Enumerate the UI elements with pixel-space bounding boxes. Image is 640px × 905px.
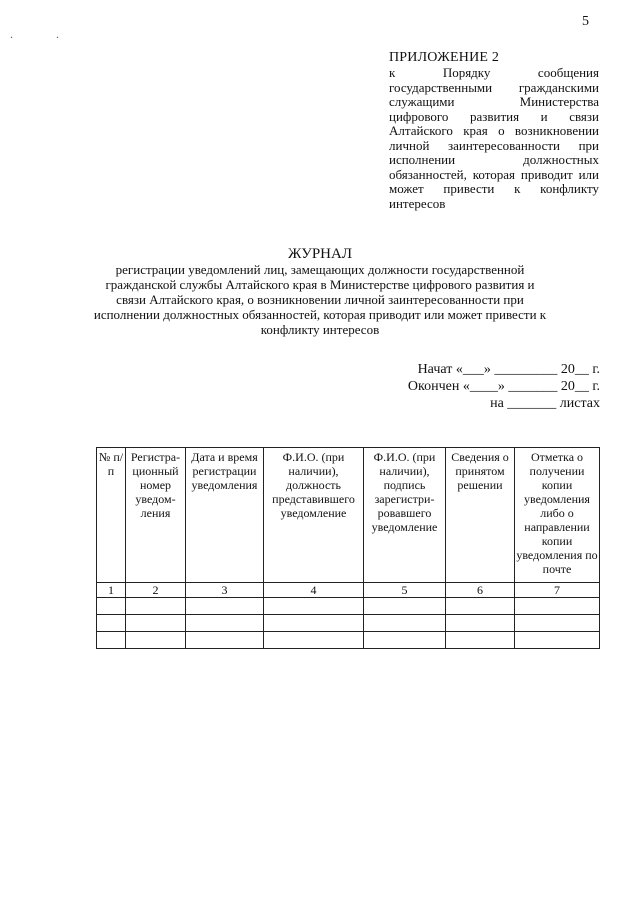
- col-header-datetime: Дата и время регистрации уведомления: [186, 448, 264, 583]
- appendix-text: к Порядку сообщения государственными гражданскими служащими Министерства цифрового развития и связи Алтайского края о возникновении личной заинтересованности при исполнении должностных обязанностей, которая приводит или может привести к конфликту интересов: [389, 65, 599, 211]
- table-cell: [446, 598, 515, 615]
- sheets-line: на _______ листах: [490, 396, 600, 411]
- table-cell: [264, 598, 364, 615]
- table-cell: [97, 598, 126, 615]
- column-number: 1: [97, 583, 126, 598]
- table-cell: [264, 632, 364, 649]
- table-cell: [97, 615, 126, 632]
- table-cell: [364, 615, 446, 632]
- table-cell: [515, 598, 600, 615]
- ended-line: Окончен «____» _______ 20__ г.: [407, 379, 600, 394]
- appendix-title: ПРИЛОЖЕНИЕ 2: [389, 50, 500, 65]
- table-cell: [515, 632, 600, 649]
- column-number: 3: [186, 583, 264, 598]
- appendix-block: [389, 50, 599, 211]
- meta-started: [380, 362, 600, 379]
- table-cell: [264, 615, 364, 632]
- table-cell: [186, 598, 264, 615]
- col-header-submitter: Ф.И.О. (при наличии), должность представившего уведомление: [264, 448, 364, 583]
- started-line: Начат «___» _________ 20__ г.: [417, 362, 600, 377]
- col-header-decision: Сведения о принятом решении: [446, 448, 515, 583]
- column-number: 6: [446, 583, 515, 598]
- column-number: 7: [515, 583, 600, 598]
- table-row: [97, 598, 600, 615]
- table-cell: [186, 632, 264, 649]
- column-number: 5: [364, 583, 446, 598]
- column-number: 2: [126, 583, 186, 598]
- page-number: 5: [582, 14, 589, 29]
- meta-ended: [380, 379, 600, 396]
- col-header-number: № п/п: [97, 448, 126, 583]
- table-cell: [126, 598, 186, 615]
- table-cell: [515, 615, 600, 632]
- registration-journal-table: [96, 447, 600, 649]
- journal-title: ЖУРНАЛ: [287, 246, 353, 262]
- table-cell: [446, 615, 515, 632]
- table-cell: [126, 632, 186, 649]
- table-row: [97, 632, 600, 649]
- column-number: 4: [264, 583, 364, 598]
- table-cell: [446, 632, 515, 649]
- col-header-copy-note: Отметка о получении копии уведомления либо о направлении копии уведомления по почте: [515, 448, 600, 583]
- table-cell: [364, 632, 446, 649]
- col-header-registrar: Ф.И.О. (при наличии), подпись зарегистри-ровавшего уведомление: [364, 448, 446, 583]
- table-cell: [126, 615, 186, 632]
- column-number-row: [97, 583, 600, 598]
- journal-subtitle: регистрации уведомлений лиц, замещающих должности государственной гражданской службы Алтайского края в Министерстве цифрового развития и связи Алтайского края, о возникновении личной заинтересованности при исполнении должностных обязанностей, которая приводит или может привести к конфликту интересов: [93, 262, 547, 337]
- meta-sheets: [380, 396, 600, 413]
- table-cell: [364, 598, 446, 615]
- table-cell: [186, 615, 264, 632]
- table-cell: [97, 632, 126, 649]
- margin-specks: . .: [10, 27, 79, 41]
- table-header-row: [97, 448, 600, 583]
- table-row: [97, 615, 600, 632]
- col-header-reg-number: Регистра-ционный номер уведом-ления: [126, 448, 186, 583]
